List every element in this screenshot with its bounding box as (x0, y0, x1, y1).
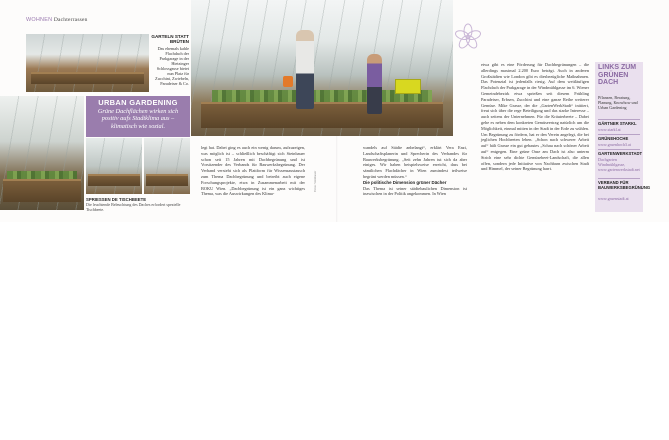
sidebox-divider (598, 149, 640, 150)
column-2-subhead: Die politische Dimension grüner Dächer (363, 179, 447, 185)
yellow-tub (395, 79, 421, 95)
caption-bottom-title: SPRIESSEN DE TISCHBEETE (86, 197, 147, 202)
section-kicker: WOHNEN (26, 17, 53, 23)
sidebox-entry-link[interactable]: www.starkl.at (598, 127, 621, 132)
sidebox-divider (598, 119, 640, 120)
section-title: Dachterrassen (53, 17, 88, 23)
section-header (26, 17, 88, 23)
banner-subtitle: Grüne Dachflächen wirken sich positiv aufs Stadtklima aus – klimatisch wie sozial. (97, 108, 179, 130)
caption-top-body: Das ehemals kahle Flachdach der Parkgarage in der Hietzinger Schlossgasse bietet nun Platz für Zucchini, Zwiebeln, Paradeiser & Co. (155, 46, 189, 86)
column-2-text: wandels auf Städte anbelangt“, erklärt Vera Enzi, Landschaftsplanerin und Sprecherin des Verbandes für Bauwerksbegrünung. „Seit zehn Jahren tut sich da aber einiges. Wir haben beispielsweise erreicht, dass bei sämtlichen Flachdächer in Wien zumindest teilweise begrünt werden müssen.“ (363, 145, 467, 179)
column-2-text-bottom: Das Thema ist seiner städtebaulichen Dimension ist inzwischen in der Politik angekommen. In Wien (363, 185, 467, 197)
sidebox-entry-name: GÄRTNER STARKL (598, 121, 637, 126)
caption-bottom-body: Die leuchtende Beleuchtung des Daches erfordert spezielle Tischbeete. (86, 202, 181, 212)
photo-gardeners-main (191, 0, 453, 136)
urban-gardening-banner (86, 96, 190, 137)
sidebox-entry-name: VERBAND FÜR BAUWERKSBEGRÜNUNG (598, 180, 651, 190)
watering-can (283, 76, 293, 87)
sidebox-entry-link[interactable]: www.gruenstadt.at (598, 196, 629, 201)
sidebox-intro: Pflanzen, Beratung, Planung, Knowhow und Urban Gardening (598, 95, 638, 110)
banner-title: URBAN GARDENING (98, 98, 178, 107)
photo-credit: Fotos: Steinbauer (313, 170, 317, 192)
sidebox-entry-name: GARTENWERKSTADT (598, 151, 643, 156)
sidebox-divider (598, 134, 640, 135)
gardener-man (296, 30, 314, 109)
sidebox-divider (598, 178, 640, 179)
sidebox-entry-link[interactable]: www.gruenhoch3.at (598, 142, 631, 147)
photo-greenhouse-small-2 (144, 138, 190, 194)
gardener-child (367, 54, 383, 114)
photo-greenhouse-small-1 (86, 138, 142, 194)
sidebox-entry-link[interactable]: Dachgarten Windmühlgasse, www.gartenwerkstadt.net (598, 157, 640, 172)
article-column-3: etwa gibt es eine Förderung für Dachbegrünungen – die allerdings maximal 2.200 Euro beträgt. Auch in anderen Großstädten wie London gibt es diesbezügliche Maßnahmen. Das Potenzial ist jedenfalls riesig. Auf dem weitläufigen Flachdach der Parkgarage in der Windmühlgasse im 6. Wiener Gemeindebezirk etwa sprießen seit diesem Frühling Paradeiser, Erbsen, Zucchini und eine ganze Reihe weiterer Gemüse. Mike Grasse, der die „GartenWerkStadt“ initiiert, freut sich über die rege Beteiligung und das starke Interesse – auch seitens der Unternehmen. Für die Kräuterbeete – Dabei gehe es neben dem konkreten Gemüseertrag natürlich um die Möglichkeit, einmal mitten in der Stadt in der Erde zu wühlen. Um Begrünung zu fördern, hat er den Verein angelegt, die bei jeglichen Hochbeeten leben. „Schon nach schwerer Arbeit auf“ hält Grasse ein gut gebautes „Schau nach schöner Arbeit auf“ entgegen. Eine grüne Oase am Dach ist also unterm Strich eine sehr dichte Gemüsebeet-Landschaft, die allen offen, sondern jede Initiative von Nachbarn zwischen Stadt und Himmel, der seiner Begrünung harrt. (481, 62, 589, 172)
flower-logo-icon (455, 22, 481, 56)
article-column-1: legt hat. Dabei ging es auch ein wenig darum, aufzuzeigen, was möglich ist – schließlich beschäftigt sich Steinbauer schon seit 15 Jahren mit Dachbegrünung und ist Vorsitzender des Verbands für Bauwerksbegrünung. Der Verband versteht sich als Plattform für Wissensaustausch zum Thema Dachbegrünung und betreibt auch eigene Forschungsprojekte, etwa in Zusammenarbeit mit der BOKU Wien. „Dachbegrünung ist ein ganz wichtiges Thema, was die Auswirkungen des Klima- (201, 145, 305, 197)
photo-rooftop-beds (26, 34, 149, 92)
photo-greenhouse-left (0, 96, 84, 210)
article-column-2 (363, 145, 467, 197)
sidebox-title: LINKS ZUM GRÜNEN DACH (598, 64, 637, 87)
caption-top-title: GARTELN STATT BRÜTEN (151, 34, 189, 45)
sidebox-entry-name: GRÜNEHOCHE (598, 136, 629, 141)
